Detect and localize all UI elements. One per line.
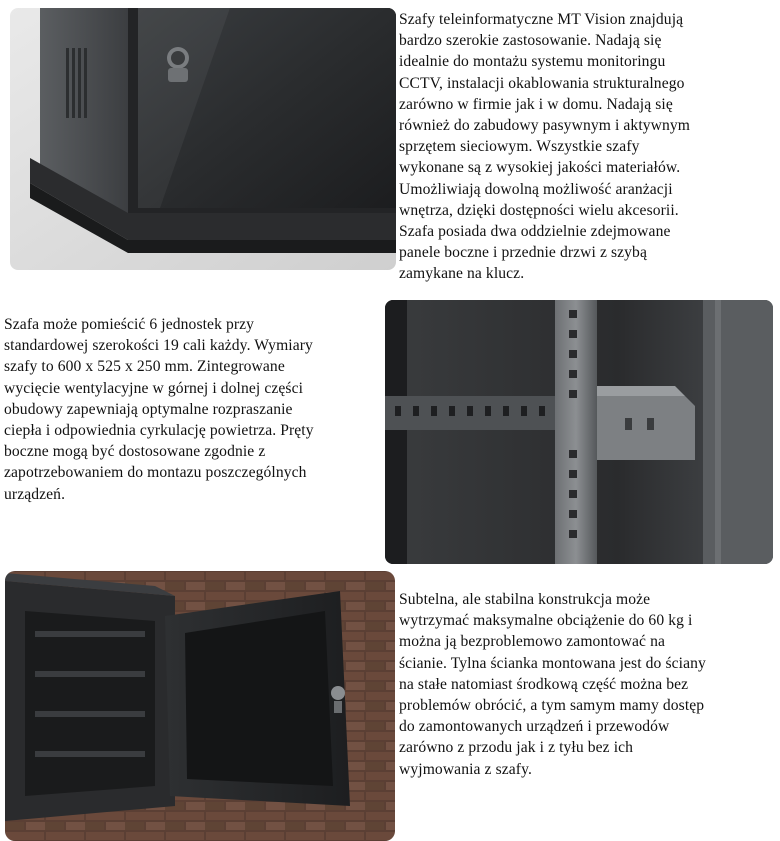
text-line: wnętrza, dzięki dostępności wielu akcesorii. (399, 201, 679, 219)
cabinet-corner-photo (10, 8, 396, 270)
text-line: wykonane są z wysokiej jakości materiałów. (399, 159, 681, 177)
text-line: sprzętem sieciowym. Wszystkie szafy (399, 138, 640, 156)
text-line: panele boczne i przednie drzwi z szybą (399, 244, 647, 262)
description-paragraph-2 (4, 314, 314, 505)
description-paragraph-3 (399, 589, 706, 780)
text-line: na stałe natomiast środkową część można bez (399, 675, 689, 693)
text-line: zapotrzebowaniem do montazu poszczególnych (4, 464, 307, 482)
text-line: CCTV, instalacji okablowania strukturalnego (399, 74, 685, 92)
text-line: obudowy zapewniają optymalne rozpraszanie (4, 400, 293, 418)
text-line: wytrzymać maksymalne obciążenie do 60 kg i (399, 612, 693, 630)
text-line: zamykane na klucz. (399, 265, 525, 283)
text-line: Szafa może pomieścić 6 jednostek przy (4, 316, 255, 333)
text-line: Szafa posiada dwa oddzielnie zdejmowane (399, 223, 671, 241)
text-line: idealnie do montażu systemu monitoringu (399, 53, 666, 71)
text-line: standardowej szerokości 19 cali każdy. Wymiary (4, 337, 313, 355)
rack-rail-photo (385, 300, 773, 564)
description-paragraph-1 (399, 9, 690, 285)
text-line: Subtelna, ale stabilna konstrukcja może (399, 591, 651, 608)
open-cabinet-image (5, 571, 395, 841)
text-line: problemów obrócić, a tym samym mamy dostęp (399, 697, 705, 715)
text-line: ścianie. Tylna ścianka montowana jest do ściany (399, 654, 706, 672)
text-line: zarówno w firmie jak i w domu. Nadają się (399, 95, 673, 113)
text-line: szafy to 600 x 525 x 250 mm. Zintegrowane (4, 358, 285, 376)
text-line: boczne mogą być dostosowane zgodnie z (4, 443, 266, 461)
text-line: bardzo szerokie zastosowanie. Nadają się (399, 32, 662, 50)
open-cabinet-photo (5, 571, 395, 841)
text-line: urządzeń. (4, 485, 66, 503)
text-line: Umożliwiają dowolną możliwość aranżacji (399, 180, 673, 198)
text-line: do zamontowanych urządzeń i przewodów (399, 718, 670, 736)
text-line: można ją bezproblemowo zamontować na (399, 633, 665, 651)
text-line: również do zabudowy pasywnym i aktywnym (399, 117, 691, 135)
cabinet-corner-image (10, 8, 396, 270)
text-line: Szafy teleinformatyczne MT Vision znajdują (399, 11, 684, 28)
rack-rail-image (385, 300, 773, 564)
text-line: ciepła i odpowiednia cyrkulację powietrza. Pręty (4, 422, 314, 440)
text-line: zarówno z przodu jak i z tyłu bez ich (399, 739, 634, 757)
text-line: wycięcie wentylacyjne w górnej i dolnej części (4, 379, 304, 397)
text-line: wyjmowania z szafy. (399, 760, 532, 778)
